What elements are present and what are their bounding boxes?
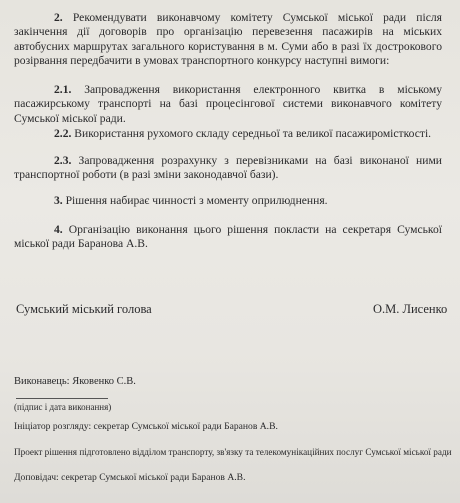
item-2-1-text: Запровадження використання електронного квитка в міському пасажирському транспорті на базі процесінгової системи виконавчого комітету Сумської міської ради. (14, 83, 442, 125)
executor: Виконавець: Яковенко С.В. (14, 376, 136, 387)
paragraph-2 (14, 11, 442, 69)
paragraph-4-number: 4. (54, 223, 63, 236)
paragraph-2-text: Рекомендувати виконавчому комітету Сумської міської ради після закінчення дії договорів про організацію перевезення пасажирів на міських автобусних маршрутах загального користування в м. Суми або в разі їх дострокового розірвання передбачити в умовах транспортного конкурсу наступні вимоги: (14, 11, 442, 68)
prepared-by: Проект рішення підготовлено відділом транспорту, зв'язку та телекомунікаційних послуг Сумської міської ради (14, 447, 452, 457)
item-2-1 (14, 83, 442, 126)
paragraph-3 (14, 194, 442, 208)
item-2-3-text: Запровадження розрахунку з перевізниками на базі виконаної ними транспортної роботи (в разі зміни законодавчої бази). (14, 154, 442, 182)
paragraph-3-text: Рішення набирає чинності з моменту оприлюднення. (65, 194, 328, 207)
mayor-title: Сумський міський голова (16, 302, 152, 316)
item-2-3-number: 2.3. (54, 154, 72, 167)
item-2-3 (14, 154, 442, 183)
item-2-2-number: 2.2. (54, 127, 72, 140)
reporter: Доповідач: секретар Сумської міської ради Баранов А.В. (14, 472, 246, 483)
signature-line (16, 398, 108, 399)
item-2-1-number: 2.1. (54, 83, 72, 96)
sign-date-note: (підпис і дата виконання) (14, 402, 112, 412)
item-2-2 (14, 127, 442, 141)
paragraph-4 (14, 223, 442, 252)
paragraph-2-number: 2. (54, 11, 63, 24)
item-2-2-text: Використання рухомого складу середньої та великої пасажиромісткості. (74, 127, 432, 140)
paragraph-4-text: Організацію виконання цього рішення покласти на секретаря Сумської міської ради Баранова А.В. (14, 223, 442, 251)
initiator: Ініціатор розгляду: секретар Сумської міської ради Баранов А.В. (14, 421, 278, 432)
paragraph-3-number: 3. (54, 194, 63, 207)
mayor-name: О.М. Лисенко (373, 302, 448, 316)
